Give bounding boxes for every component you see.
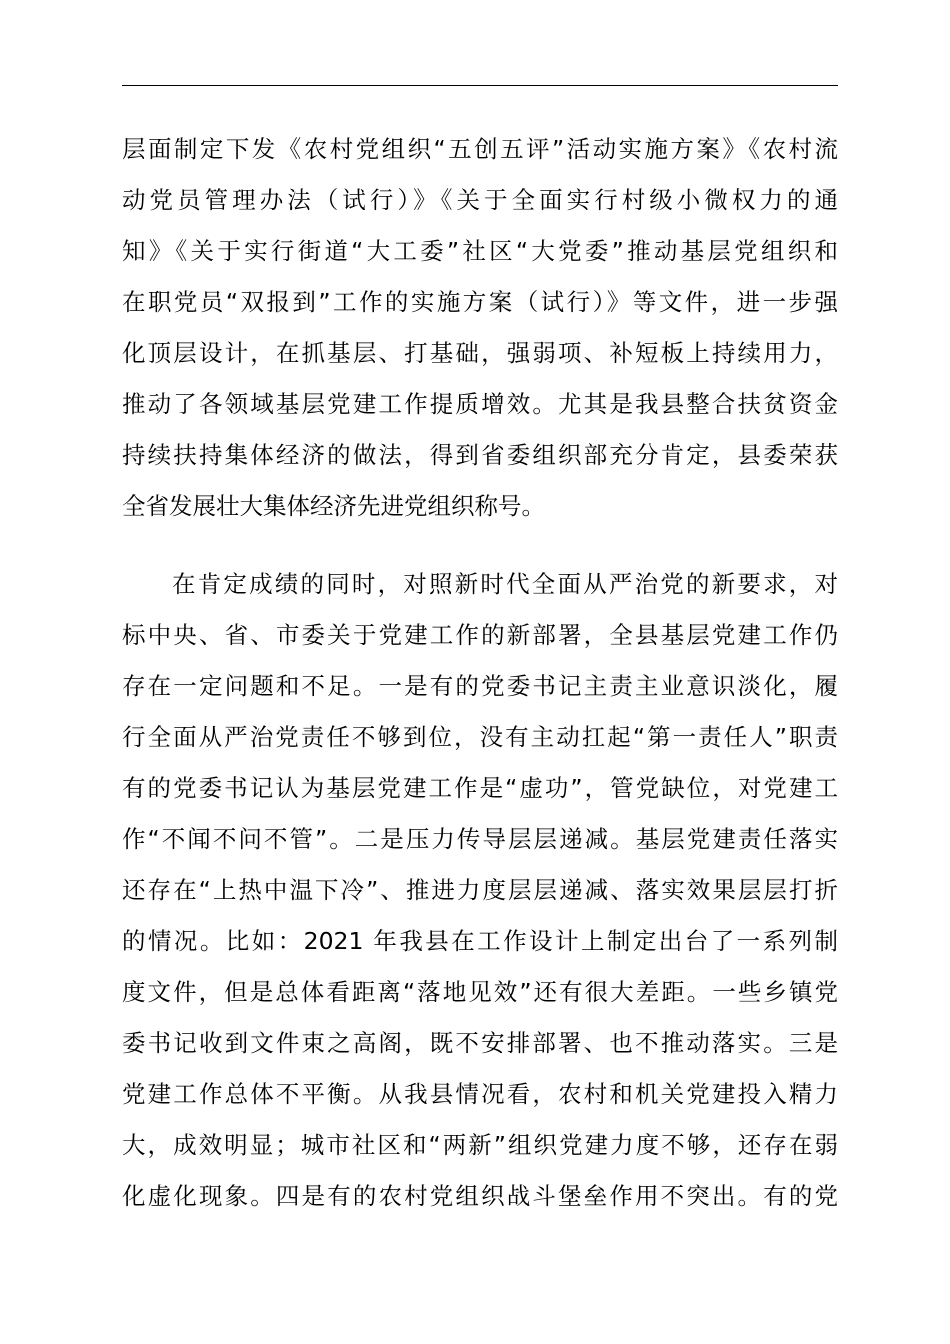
text-line: 动党员管理办法（试行）》《关于全面实行村级小微权力的通 [122, 186, 838, 214]
paragraph-1 [122, 124, 838, 532]
text-line: 委书记收到文件束之高阁，既不安排部署、也不推动落实。三是 [122, 1029, 838, 1057]
text-line: 层面制定下发《农村党组织“五创五评”活动实施方案》《农村流 [122, 135, 838, 163]
text-line: 度文件，但是总体看距离“落地见效”还有很大差距。一些乡镇党 [122, 978, 838, 1006]
text-line: 存在一定问题和不足。一是有的党委书记主责主业意识淡化，履 [122, 672, 838, 700]
header-rule [122, 85, 838, 86]
text-line: 化虚化现象。四是有的农村党组织战斗堡垒作用不突出。有的党 [122, 1182, 838, 1210]
paragraph-2 [122, 559, 838, 1222]
document-body [122, 124, 838, 1222]
text-line: 标中央、省、市委关于党建工作的新部署，全县基层党建工作仍 [122, 621, 838, 649]
text-line: 知》《关于实行街道“大工委”社区“大党委”推动基层党组织和 [122, 237, 838, 265]
text-line: 行全面从严治党责任不够到位，没有主动扛起“第一责任人”职责 [122, 723, 838, 751]
text-line: 作“不闻不问不管”。二是压力传导层层递减。基层党建责任落实 [122, 825, 838, 853]
text-line: 持续扶持集体经济的做法，得到省委组织部充分肯定，县委荣获 [122, 441, 838, 469]
text-line: 推动了各领域基层党建工作提质增效。尤其是我县整合扶贫资金 [122, 390, 838, 418]
paragraph-spacer [122, 532, 838, 559]
text-line: 大，成效明显；城市社区和“两新”组织党建力度不够，还存在弱 [122, 1131, 838, 1159]
text-line: 还存在“上热中温下冷”、推进力度层层递减、落实效果层层打折 [122, 876, 838, 904]
text-line: 全省发展壮大集体经济先进党组织称号。 [122, 492, 545, 520]
text-line: 化顶层设计，在抓基层、打基础，强弱项、补短板上持续用力， [122, 339, 838, 367]
text-line: 党建工作总体不平衡。从我县情况看，农村和机关党建投入精力 [122, 1080, 838, 1108]
text-line: 的情况。比如：2021 年我县在工作设计上制定出台了一系列制 [122, 927, 838, 955]
text-line: 有的党委书记认为基层党建工作是“虚功”，管党缺位，对党建工 [122, 774, 838, 802]
text-line: 在职党员“双报到”工作的实施方案（试行）》等文件，进一步强 [122, 288, 838, 316]
text-line: 在肯定成绩的同时，对照新时代全面从严治党的新要求，对 [172, 570, 838, 598]
